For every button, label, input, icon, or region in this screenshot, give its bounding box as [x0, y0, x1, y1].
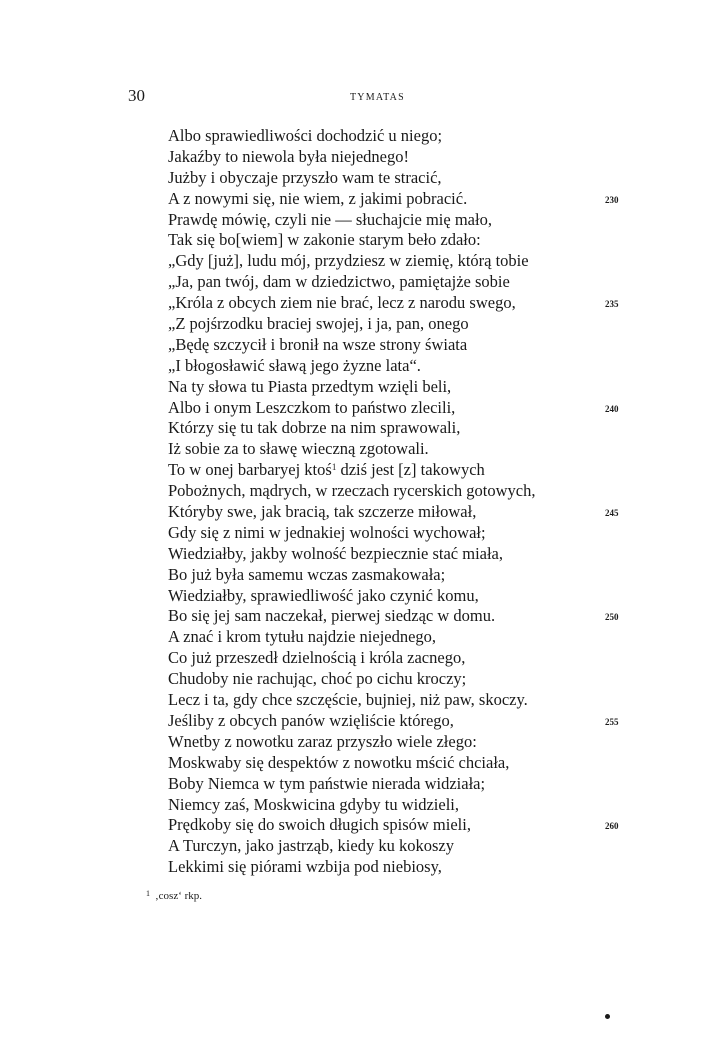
verse-text: Pobożnych, mądrych, w rzeczach rycerskich gotowych,	[168, 481, 536, 501]
running-head: TYMATAS	[350, 92, 405, 103]
verse-text: „Ja, pan twój, dam w dziedzictwo, pamiętajże sobie	[168, 272, 510, 292]
verse-line	[168, 774, 608, 795]
verse-text: Tak się bo[wiem] w zakonie starym beło zdało:	[168, 230, 481, 250]
verse-line	[168, 293, 619, 314]
verse-text: Jeśliby z obcych panów wzięliście którego,	[168, 710, 454, 730]
verse-text: Prawdę mówię, czyli nie — słuchajcie mię mało,	[168, 209, 492, 229]
verse-text: Co już przeszedł dzielnością i króla zacnego,	[168, 648, 466, 668]
verse-text: „Z pojśrzodku braciej swojej, i ja, pan, onego	[168, 314, 469, 334]
verse-text: Boby Niemca w tym państwie nierada widziała;	[168, 773, 486, 793]
verse-line-number: 250	[605, 612, 619, 623]
verse-text: A Turczyn, jako jastrząb, kiedy ku kokoszy	[168, 836, 454, 856]
verse-line	[168, 753, 608, 774]
verse-text: Któryby swe, jak bracią, tak szczerze miłował,	[168, 502, 477, 522]
verse-line	[168, 481, 608, 502]
verse-line	[168, 230, 608, 251]
verse-line	[168, 815, 619, 836]
verse-line-number: 245	[605, 508, 619, 519]
verse-line	[168, 335, 608, 356]
print-dot-mark	[605, 1014, 610, 1019]
verse-text: Lecz i ta, gdy chce szczęście, bujniej, niż paw, skoczy.	[168, 690, 528, 710]
verse-line	[168, 272, 608, 293]
verse-text: Niemcy zaś, Moskwicina gdyby tu widzieli,	[168, 794, 459, 814]
verse-text: „I błogosławić sławą jego żyzne lata“.	[168, 355, 421, 375]
verse-line-number: 255	[605, 716, 619, 727]
verse-text: Albo i onym Leszczkom to państwo zlecili,	[168, 397, 456, 417]
verse-line	[168, 857, 608, 878]
verse-line	[168, 126, 608, 147]
verse-line	[168, 147, 608, 168]
verse-line	[168, 251, 608, 272]
verse-text: Wnetby z nowotku zaraz przyszło wiele złego:	[168, 731, 477, 751]
verse-line-number: 235	[605, 299, 619, 310]
verse-line-number: 230	[605, 194, 619, 205]
poem-text	[168, 126, 619, 878]
verse-line	[168, 377, 608, 398]
verse-line	[168, 168, 608, 189]
verse-line	[168, 460, 608, 481]
verse-text: Bo się jej sam naczekał, pierwej siedząc w domu.	[168, 606, 496, 626]
verse-text: „Gdy [już], ludu mój, przydziesz w ziemię, którą tobie	[168, 251, 529, 271]
footnote-marker: 1	[146, 889, 150, 898]
footnote	[146, 889, 202, 902]
verse-line	[168, 439, 608, 460]
verse-line	[168, 648, 608, 669]
verse-text: Którzy się tu tak dobrze na nim sprawowali,	[168, 418, 461, 438]
verse-text: Jakaźby to niewola była niejednego!	[168, 146, 409, 166]
verse-line	[168, 523, 608, 544]
footnote-reference: 1	[331, 462, 337, 473]
verse-text: Bo już była samemu wczas zasmakowała;	[168, 564, 446, 584]
verse-line	[168, 795, 608, 816]
page-number: 30	[128, 86, 145, 105]
verse-text: „Króla z obcych ziem nie brać, lecz z narodu swego,	[168, 293, 516, 313]
verse-text: „Będę szczycił i bronił na wsze strony świata	[168, 334, 468, 354]
verse-line	[168, 397, 619, 419]
verse-line	[168, 669, 608, 690]
verse-line	[168, 188, 619, 210]
verse-line	[168, 710, 619, 732]
verse-line	[168, 690, 608, 711]
verse-text: To w onej barbaryej ktoś	[168, 460, 332, 480]
verse-line-number: 260	[605, 821, 619, 832]
verse-text: Prędkoby się do swoich długich spisów mieli,	[168, 815, 471, 835]
verse-text: Jużby i obyczaje przyszło wam te stracić,	[168, 167, 442, 187]
verse-text: Wiedziałby, jakby wolność bezpiecznie stać miała,	[168, 543, 504, 563]
verse-line-number: 240	[605, 403, 619, 414]
verse-text: dziś jest [z] takowych	[336, 460, 485, 480]
verse-text: Chudoby nie rachując, choć po cichu kroczy;	[168, 669, 467, 689]
verse-line	[168, 210, 608, 231]
verse-text: Lekkimi się piórami wzbija pod niebiosy,	[168, 857, 442, 877]
verse-text: Iż sobie za to sławę wieczną zgotowali.	[168, 439, 429, 459]
verse-text: Wiedziałby, sprawiedliwość jako czynić komu,	[168, 585, 479, 605]
verse-line	[168, 606, 619, 627]
verse-text: Gdy się z nimi w jednakiej wolności wychował;	[168, 522, 486, 542]
verse-text: Na ty słowa tu Piasta przedtym wzięli beli,	[168, 376, 452, 396]
verse-line	[168, 836, 608, 857]
footnote-text: ‚cosz‘ rkp.	[155, 890, 203, 902]
verse-line	[168, 586, 608, 607]
verse-line	[168, 356, 608, 377]
verse-text: A z nowymi się, nie wiem, z jakimi pobracić.	[168, 188, 468, 208]
verse-text: Moskwaby się despektów z nowotku mścić chciała,	[168, 752, 510, 772]
verse-line	[168, 544, 608, 565]
verse-line	[168, 314, 608, 335]
verse-line	[168, 502, 619, 523]
verse-line	[168, 565, 608, 586]
verse-text: A znać i krom tytułu najdzie niejednego,	[168, 627, 437, 647]
verse-text: Albo sprawiedliwości dochodzić u niego;	[168, 126, 443, 145]
verse-line	[168, 627, 608, 648]
verse-line	[168, 732, 608, 753]
verse-line	[168, 418, 608, 439]
